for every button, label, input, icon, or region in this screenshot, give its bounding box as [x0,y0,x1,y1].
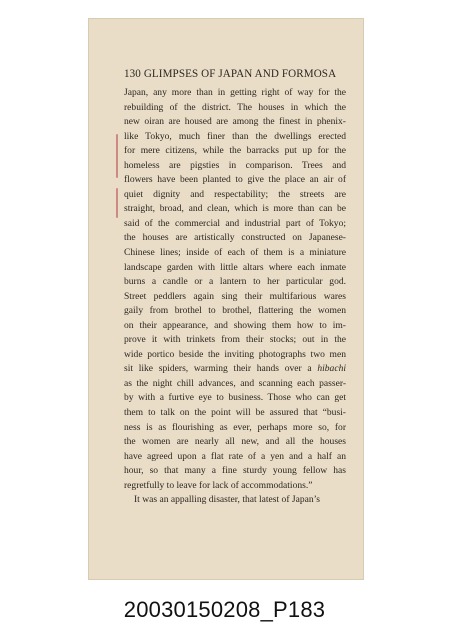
text-line: straight, broad, and clean, which is more than can be [124,203,346,215]
text-line: by with a furtive eye to business. Those who can get [124,392,346,404]
text-line: new oiran are housed are among the finest in phenix- [124,116,346,128]
text-line-with-italic [124,362,346,377]
text-line: have agreed upon a flat rate of a yen and a half an [124,450,346,462]
text-line: them to talk on the point will be assured that “busi- [124,407,346,419]
text-line: burns a candle or a lantern to her particular god. [124,276,346,288]
text-line: homeless are pigsties in comparison. Trees and [124,159,346,171]
paragraph-start-line: It was an appalling disaster, that latest of Japan’s [134,494,320,506]
text-line: ness is as flourishing as ever, perhaps more so, for [124,421,346,433]
text-line: wide portico beside the inviting photographs two men [124,348,346,360]
text-line: quiet dignity and respectability; the streets are [124,188,346,200]
text-line: landscape garden with little altars where each inmate [124,261,346,273]
text-line: regretfully to leave for lack of accommodations.” [124,479,313,491]
text-line: the houses are artistically constructed on Japanese- [124,232,346,244]
text-line: Japan, any more than in getting right of way for the [124,87,346,98]
text-line: for mere citizens, while the barracks put up for the [124,145,346,157]
margin-annotation-mark [116,188,118,218]
text-line: as the night chill advances, and scanning each passer- [124,377,346,389]
page-body-text [124,86,346,508]
text-line: hour, so that many a fine sturdy young fellow has [124,465,346,477]
text-line: Chinese lines; inside of each of them is a miniature [124,247,346,259]
running-head: 130 GLIMPSES OF JAPAN AND FORMOSA [124,68,337,80]
text-fragment: sit like spiders, warming their hands over a [124,363,312,375]
italic-word: hibachi [317,363,346,375]
text-line: like Tokyo, much finer than the dwellings erected [124,130,346,142]
text-line: flowers have been planted to give the place an air of [124,174,346,186]
text-line: rebuilding of the district. The houses in which the [124,101,346,113]
book-page [88,18,364,580]
text-line: said of the commercial and industrial part of Tokyo; [124,217,346,229]
text-line: prove it with trinkets from their stocks; out in the [124,334,346,346]
text-line: on their appearance, and showing them how to im- [124,319,346,331]
text-line: the women are nearly all new, and all the houses [124,436,346,448]
text-line: gaily from brothel to brothel, flattering the women [124,305,346,317]
margin-annotation-mark [116,134,118,178]
text-line: Street peddlers again sing their multifarious wares [124,290,346,302]
image-id-caption: 20030150208_P183 [123,597,326,622]
